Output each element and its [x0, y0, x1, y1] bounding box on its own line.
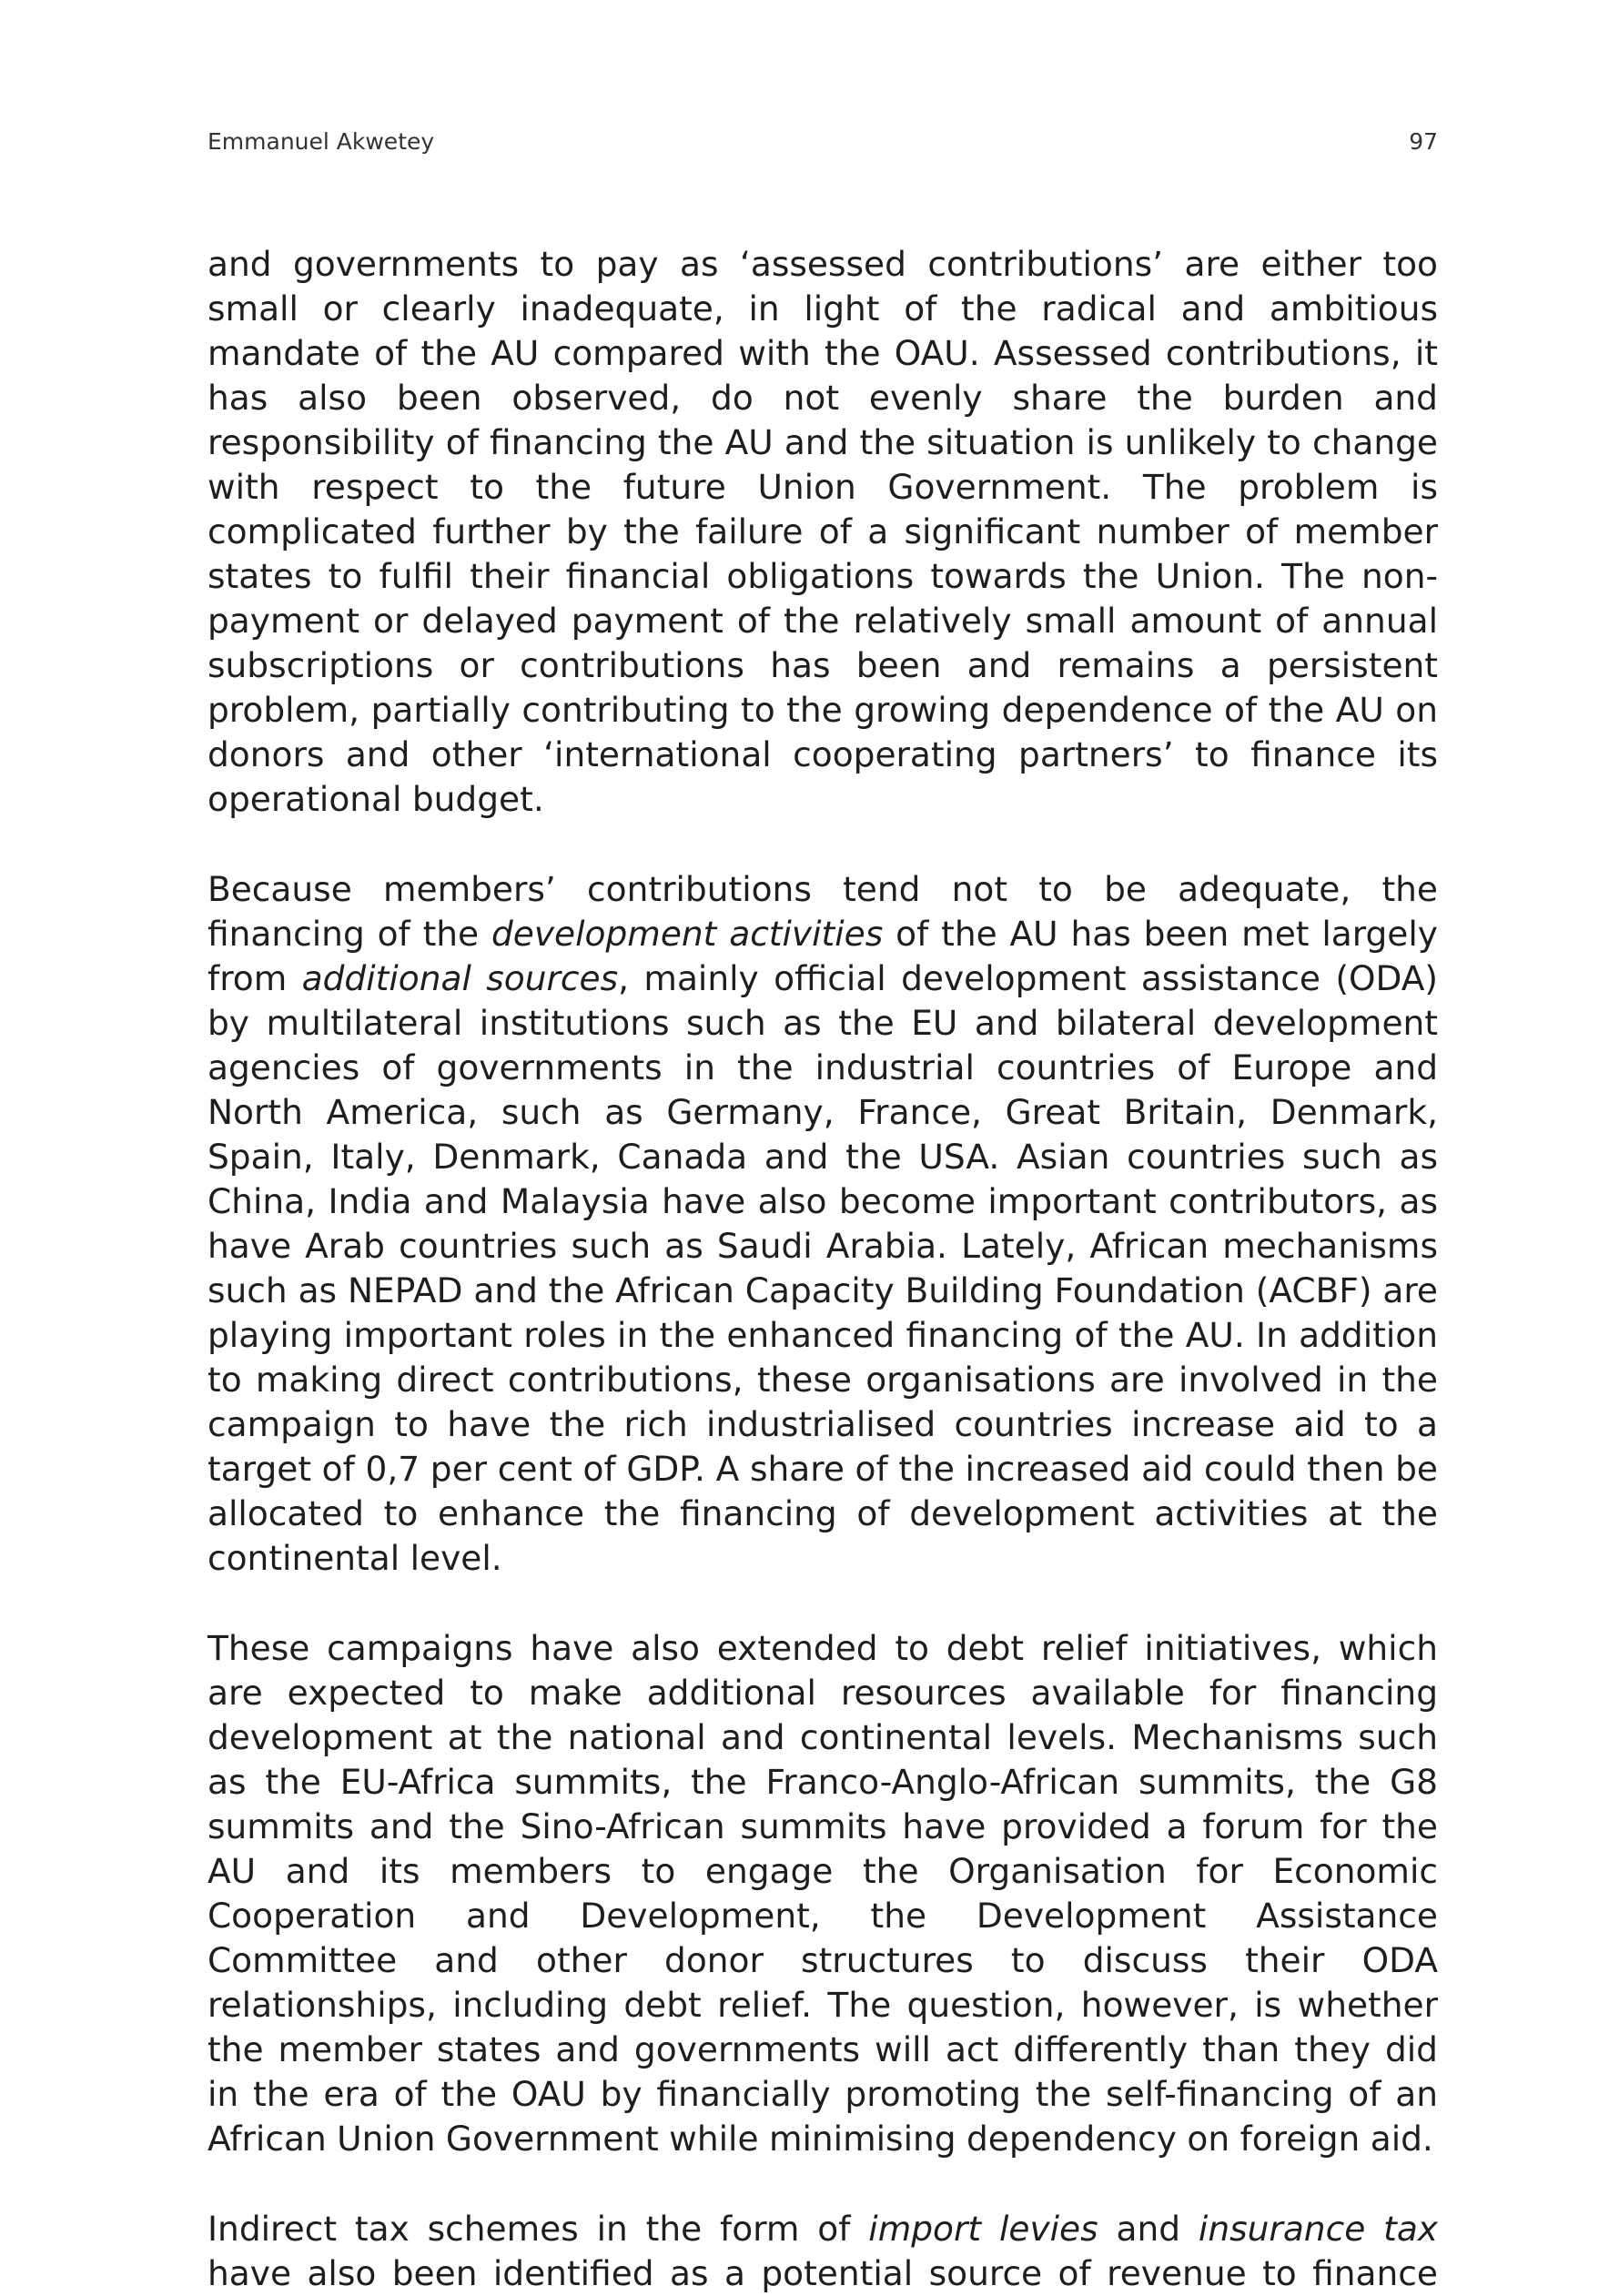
text-segment: of the AU has been met largely from — [207, 914, 1438, 998]
text-segment: have also been identified as a potential source of revenue to finance — [207, 2253, 1438, 2293]
text-segment: and governments to pay as ‘assessed contributions’ are either too small or clearly inadequate, in light of the radical and ambitious mandate of the AU compared with the OAU. Assessed contributions, it has also been observed, do not evenly share the burden and responsibility of financing the AU and the situation is unlikely to change with respect to the future Union Government. The problem is complicated further by the failure of a significant number of member states to fulfil their financial obligations towards the Union. The non-payment or delayed payment of the relatively small amount of annual subscriptions or contributions has been and remains a persistent problem, partially contributing to the growing dependence of the AU on donors and other ‘international cooperating partners’ to finance its operational budget. — [207, 244, 1438, 819]
paragraph-indirect-tax — [207, 2207, 1438, 2296]
text-segment: , mainly official development assistance (ODA) by multilateral institutions such as the EU and bilateral development agencies of governments in the industrial countries of Europe and North America, such as Germany, France, Great Britain, Denmark, Spain, Italy, Denmark, Canada and the USA. Asian countries such as China, India and Malaysia have also become important contributors, as have Arab countries such as Saudi Arabia. Lately, African mechanisms such as NEPAD and the African Capacity Building Foundation (ACBF) are playing important roles in the enhanced financing of the AU. In addition to making direct contributions, these organisations are involved in the campaign to have the rich industrialised countries increase aid to a target of 0,7 per cent of GDP. A share of the increased aid could then be allocated to enhance the financing of development activities at the continental level. — [207, 958, 1438, 1578]
paragraph-assessed-contributions — [207, 242, 1438, 822]
running-head-author: Emmanuel Akwetey — [207, 128, 435, 155]
running-head — [207, 124, 1438, 160]
text-segment: Indirect tax schemes in the form of — [207, 2209, 869, 2249]
page-number: 97 — [1409, 128, 1438, 155]
italic-term-additional-sources: additional sources — [301, 958, 619, 998]
text-segment: and — [1098, 2209, 1199, 2249]
text-segment: These campaigns have also extended to debt relief initiatives, which are expected to make additional resources available for financing development at the national and continental levels. Mechanisms such as the EU-Africa summits, the Franco-Anglo-African summits, the G8 summits and the Sino-African summits have provided a forum for the AU and its members to engage the Organisation for Economic Cooperation and Development, the Development Assistance Committee and other donor structures to discuss their ODA relationships, including debt relief. The question, however, is whether the member states and governments will act differently than they did in the era of the OAU by financially promoting the self-financing of an African Union Government while minimising dependency on foreign aid. — [207, 1628, 1438, 2159]
paragraph-debt-relief — [207, 1626, 1438, 2161]
italic-term-import-levies: import levies — [868, 2209, 1098, 2249]
italic-term-insurance-tax: insurance tax — [1198, 2209, 1438, 2249]
italic-term-development-activities: development activities — [491, 914, 884, 954]
body-text — [207, 242, 1438, 2296]
paragraph-additional-sources — [207, 867, 1438, 1581]
text-segment: Because members’ contributions tend not to be adequate, the financing of the — [207, 869, 1438, 954]
